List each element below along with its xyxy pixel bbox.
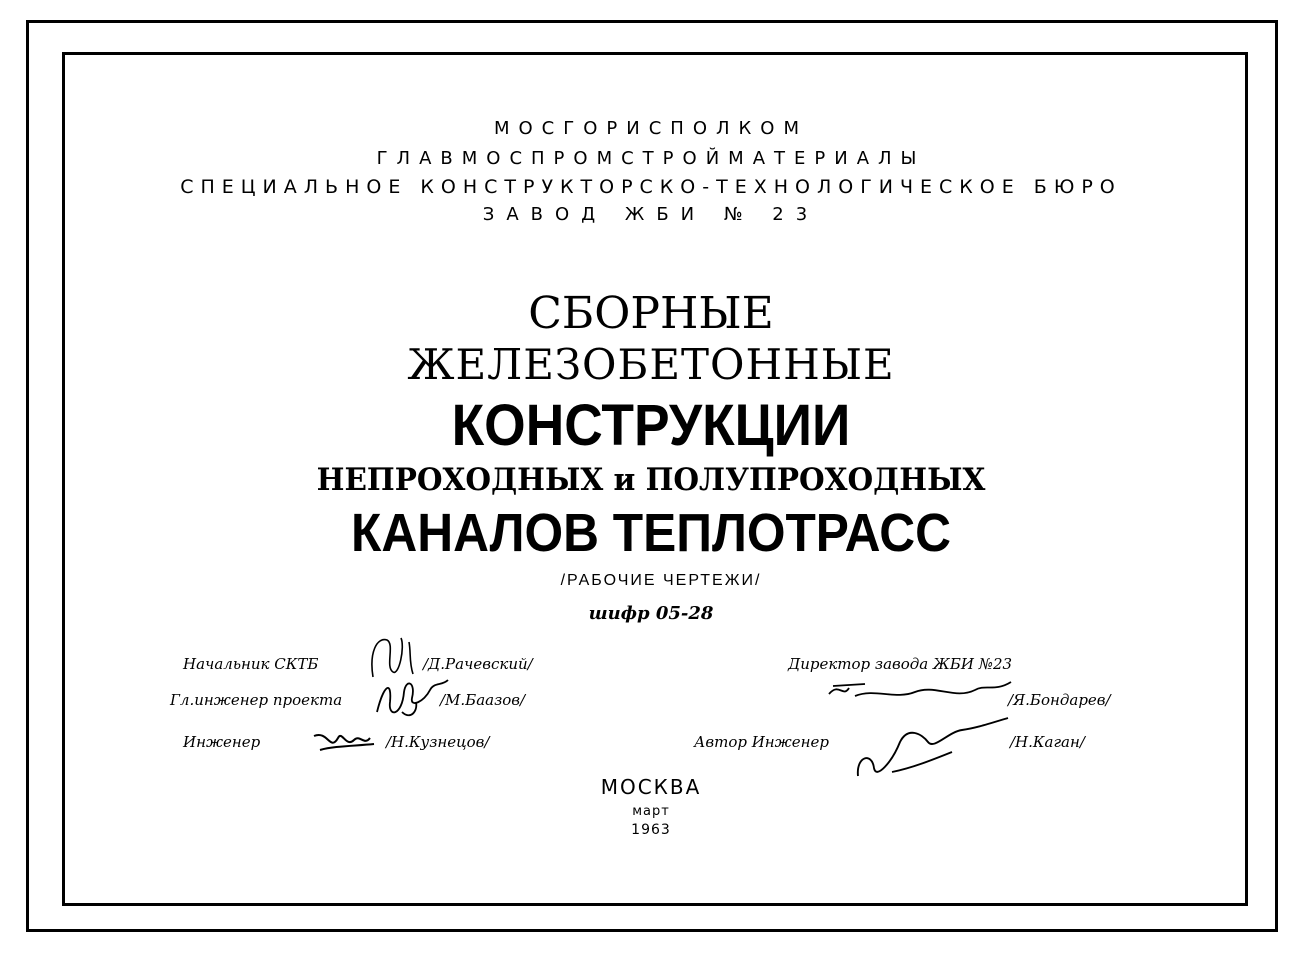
- sig-left-name-1: /Д.Рачевский/: [423, 655, 533, 673]
- sig-right-role-1: Директор завода ЖБИ №23: [788, 655, 1013, 673]
- header-bureau: СПЕЦИАЛЬНОЕ КОНСТРУКТОРСКО-ТЕХНОЛОГИЧЕСКОЕ БЮРО: [180, 176, 1122, 198]
- sig-left-role-2: Гл.инженер проекта: [170, 691, 343, 709]
- signature-kuznetsov: [310, 724, 382, 758]
- signature-kagan: [852, 712, 1012, 782]
- title-line-3: КОНСТРУКЦИИ: [451, 393, 851, 458]
- sig-left-role-3: Инженер: [183, 733, 261, 751]
- drawing-code: шифр 05-28: [588, 603, 714, 624]
- sig-right-name-2: /Я.Бондарев/: [1008, 691, 1111, 709]
- city: МОСКВА: [600, 775, 702, 799]
- title-subtitle: /РАБОЧИЕ ЧЕРТЕЖИ/: [560, 572, 762, 589]
- title-line-4: НЕПРОХОДНЫХ и ПОЛУПРОХОДНЫХ: [316, 462, 986, 498]
- signature-baazov: [372, 672, 452, 724]
- sig-left-name-2: /М.Баазов/: [440, 691, 526, 709]
- title-line-1: СБОРНЫЕ: [528, 288, 774, 339]
- title-line-5: КАНАЛОВ ТЕПЛОТРАСС: [351, 503, 951, 563]
- title-line-2: ЖЕЛЕЗОБЕТОННЫЕ: [407, 340, 895, 389]
- header-department: ГЛАВМОСПРОМСТРОЙМАТЕРИАЛЫ: [376, 148, 926, 169]
- sig-left-name-3: /Н.Кузнецов/: [386, 733, 490, 751]
- sig-left-role-1: Начальник СКТБ: [183, 655, 319, 673]
- year: 1963: [631, 822, 671, 838]
- signature-bondarev: [825, 674, 1015, 714]
- sig-right-role-3: Автор Инженер: [694, 733, 829, 751]
- month: март: [632, 804, 670, 819]
- header-plant: ЗАВОД ЖБИ № 23: [482, 204, 820, 225]
- header-organization: МОСГОРИСПОЛКОМ: [493, 118, 808, 139]
- sig-right-name-3: /Н.Каган/: [1010, 733, 1085, 751]
